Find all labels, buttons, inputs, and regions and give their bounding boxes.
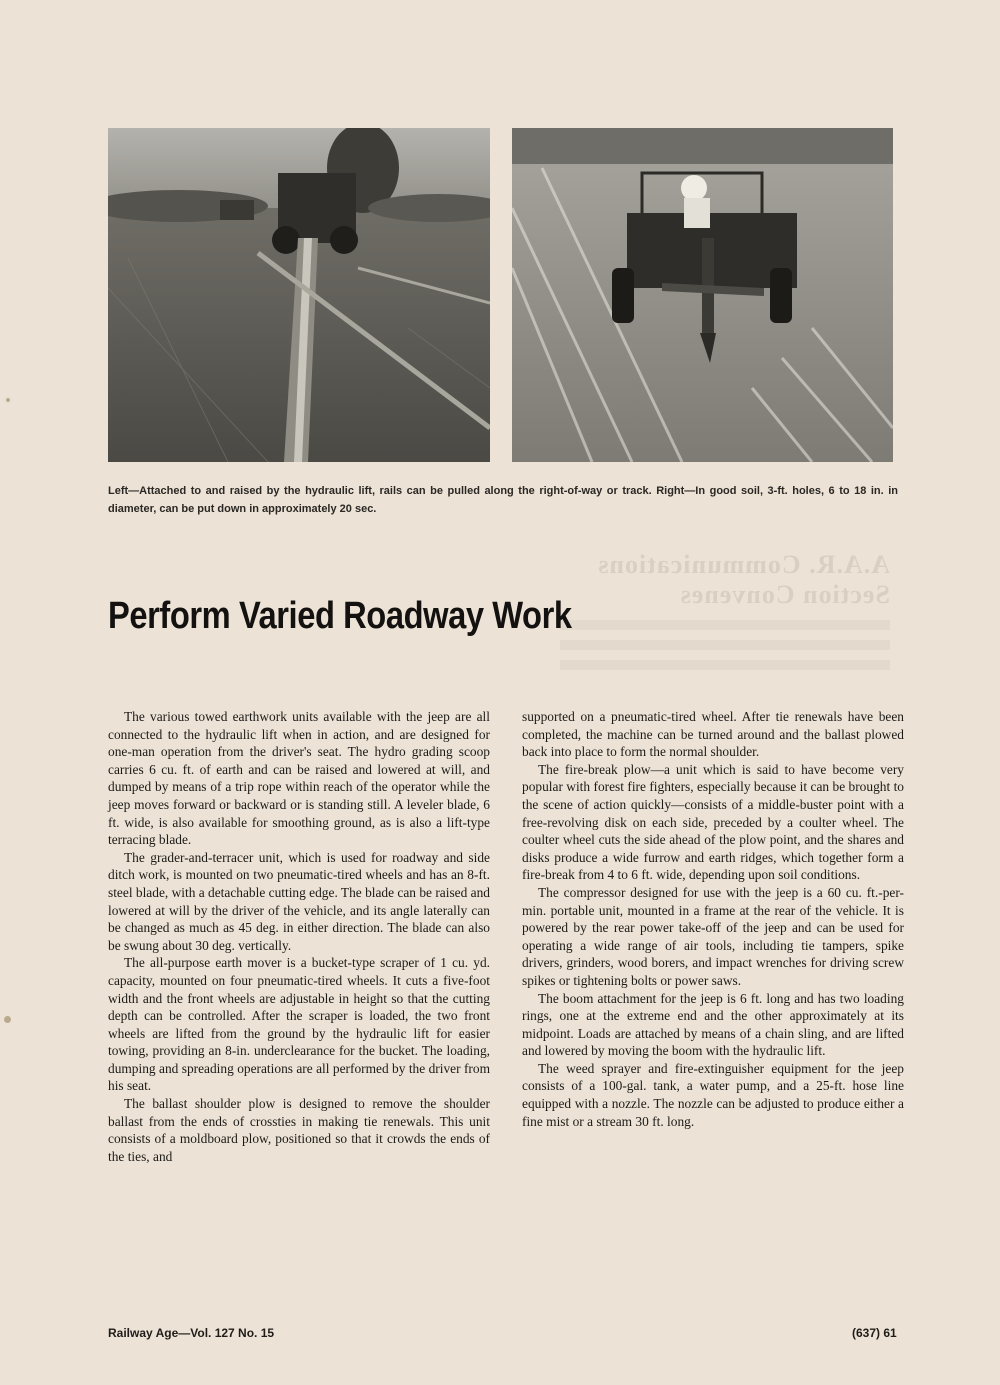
paragraph: The ballast shoulder plow is designed to remove the shoulder ballast from the ends of crossties in making tie renewals. This unit consists of a moldboard plow, positioned so that it crowds the ends of the ties, and (108, 1096, 490, 1164)
show-through-text: A.A.R. Communications Section Convenes (560, 550, 890, 670)
paragraph: The compressor designed for use with the jeep is a 60 cu. ft.-per-min. portable unit, mounted in a frame at the rear of the vehicle. It is powered by the rear power take-off of the jeep and can be used for operating a wide range of air tools, including tie tampers, spike drivers, grinders, wood borers, and impact wrenches for driving screw spikes or tightening bolts or power saws. (522, 884, 904, 988)
paragraph-continued: supported on a pneumatic-tired wheel. After tie renewals have been completed, the machine can be turned around and the ballast plowed back into place to form the normal shoulder. (522, 709, 904, 760)
article-column-right (522, 708, 904, 1130)
article-column-left (108, 708, 490, 1165)
paragraph: The weed sprayer and fire-extinguisher equipment for the jeep consists of a 100-gal. tank, a water pump, and a 25-ft. hose line equipped with a nozzle. The nozzle can be adjusted to produce either a fine mist or a stream 30 ft. long. (522, 1060, 904, 1129)
paragraph: The all-purpose earth mover is a bucket-type scraper of 1 cu. yd. capacity, mounted on four pneumatic-tired wheels. It cuts a five-foot width and the front wheels are adjustable in height so that the cutting depth can be controlled. After the scraper is loaded, the two front wheels are lifted from the ground by the hydraulic lift for easier towing, providing an 8-in. underclearance for the bucket. The loading, dumping and spreading operations are all performed by the driver from his seat. (108, 955, 490, 1094)
paper-blemish (4, 1016, 11, 1023)
footer-publication: Railway Age—Vol. 127 No. 15 (108, 1326, 275, 1340)
footer-page-number: (637) 61 (852, 1326, 897, 1340)
photo-caption: Left—Attached to and raised by the hydraulic lift, rails can be pulled along the right-of-way or track. Right—In good soil, 3-ft. holes, 6 to 18 in. in diameter, can be put down in approximately 20 sec. (108, 485, 898, 515)
photo-rails-jeep (108, 128, 490, 462)
paragraph: The fire-break plow—a unit which is said to have become very popular with forest fire fighters, especially because it can be brought to the scene of action quickly—consists of a middle-buster point with a free-revolving disk on each side, preceded by a coulter wheel. The coulter wheel cuts the side ahead of the plow point, and the shares and disks produce a wide furrow and earth ridges, which together form a fire-break from 4 to 6 ft. wide, depending upon soil conditions. (522, 761, 904, 883)
rails-photo-image (108, 128, 490, 462)
photo-auger-jeep (512, 128, 893, 462)
auger-photo-image (512, 128, 893, 462)
paragraph: The grader-and-terracer unit, which is used for roadway and side ditch work, is mounted on two pneumatic-tired wheels and has an 8-ft. steel blade, with a detachable cutting edge. The blade can be raised and lowered at will by the driver of the vehicle, and its angle laterally can be changed as much as 45 deg. in either direction. The blade can also be swung about 30 deg. vertically. (108, 849, 490, 953)
paper-blemish (6, 398, 10, 402)
paragraph: The various towed earthwork units available with the jeep are all connected to the hydraulic lift when in action, and are designed for one-man operation from the driver's seat. The hydro grading scoop carries 6 cu. ft. of earth and can be raised and lowered at will, and dumped by means of a trip rope within reach of the operator while the jeep moves forward or backward or is standing still. A leveler blade, 6 ft. wide, is also available for smoothing ground, as is also a lift-type terracing blade. (108, 709, 490, 848)
paragraph: The boom attachment for the jeep is 6 ft. long and has two loading rings, one at the extreme end and the other approximately at its midpoint. Loads are attached by means of a chain sling, and are lifted and lowered by moving the boom with the hydraulic lift. (522, 990, 904, 1059)
article-headline: Perform Varied Roadway Work (108, 595, 572, 637)
